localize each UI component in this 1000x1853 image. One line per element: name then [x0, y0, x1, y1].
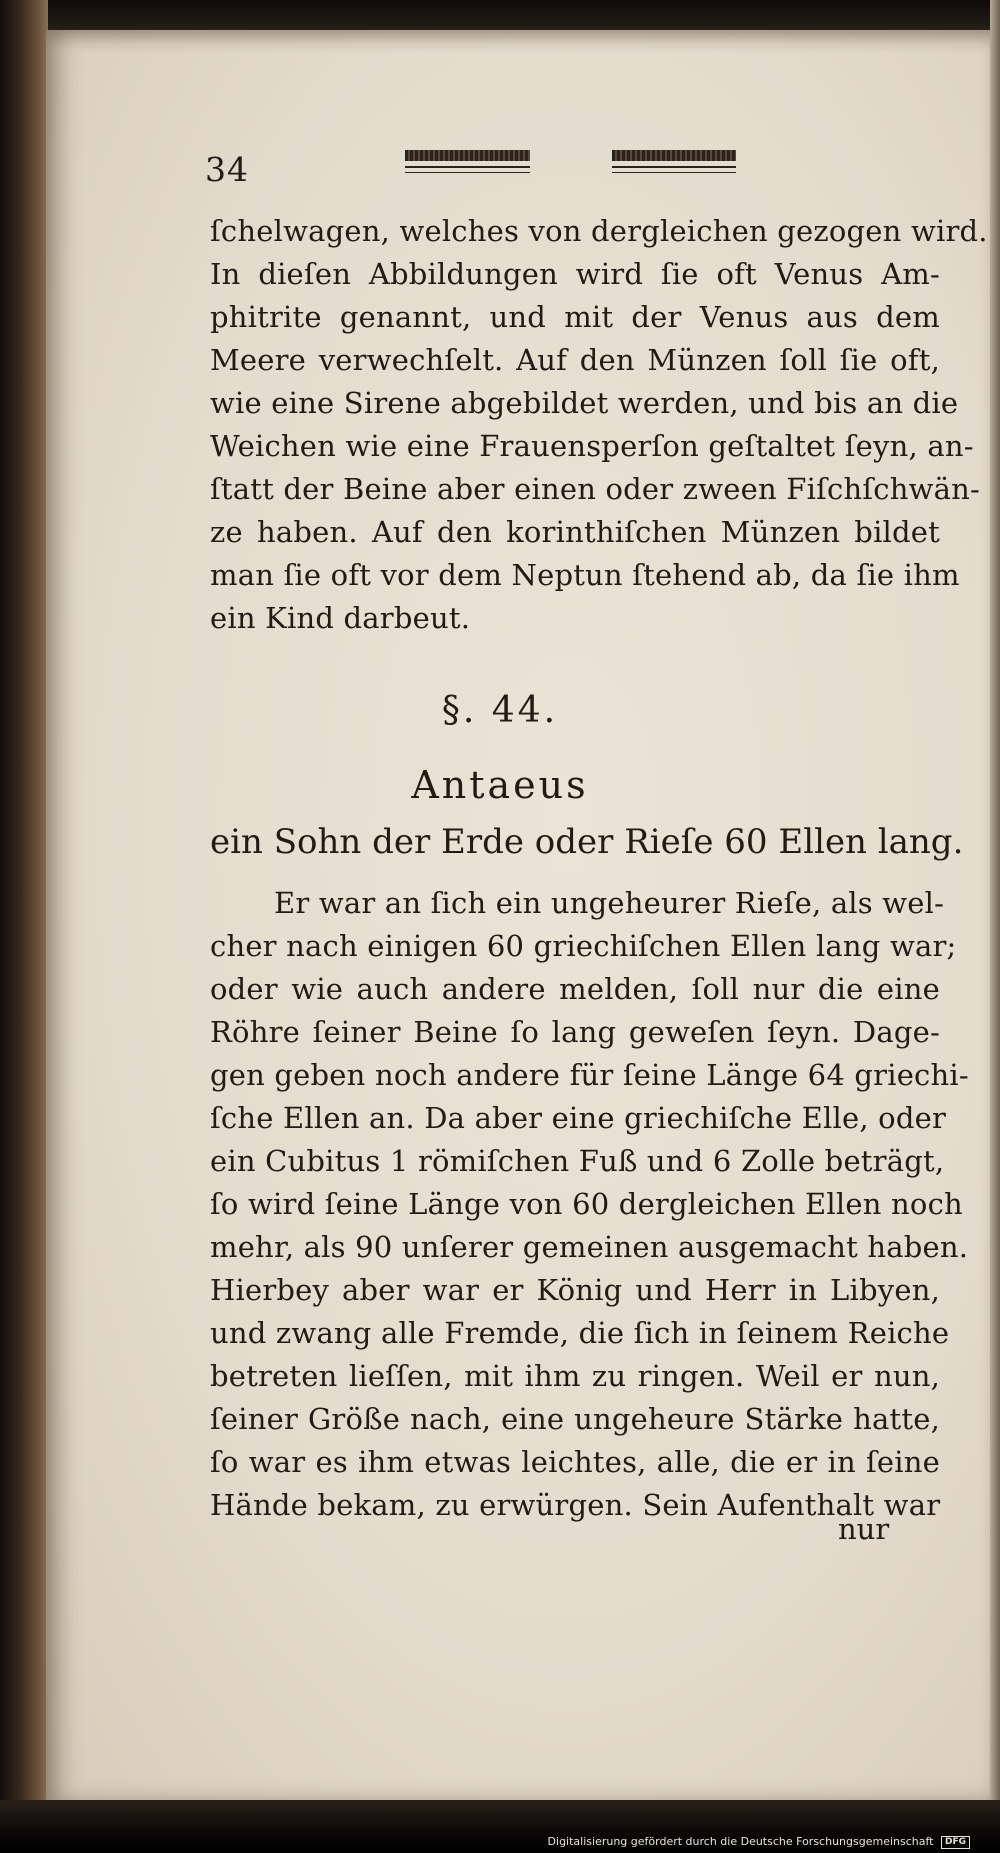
text-line: ein Kind darbeut.: [210, 601, 471, 635]
text-line: ſo wird ſeine Länge von 60 dergleichen Ellen noch: [210, 1187, 963, 1221]
text-line: Röhre ſeiner Beine ſo lang geweſen ſeyn. Dage-: [210, 1015, 940, 1049]
text-line: Weichen wie eine Frauensperſon geſtaltet ſeyn, an-: [210, 429, 974, 463]
text-line: ze haben. Auf den korinthiſchen Münzen bildet: [210, 515, 940, 549]
section-number: §. 44.: [441, 690, 559, 731]
text-line: ein Cubitus 1 römiſchen Fuß und 6 Zolle beträgt,: [210, 1144, 945, 1178]
text-line: ſchelwagen, welches von dergleichen gezogen wird.: [210, 214, 988, 248]
text-line: ſeiner Größe nach, eine ungeheure Stärke hatte,: [210, 1402, 940, 1436]
text-line: betreten lieſſen, mit ihm zu ringen. Weil er nun,: [210, 1359, 940, 1393]
text-line: oder wie auch andere melden, ſoll nur die eine: [210, 972, 940, 1006]
section-subtitle: ein Sohn der Erde oder Rieſe 60 Ellen lang.: [210, 822, 964, 862]
text-line: cher nach einigen 60 griechiſchen Ellen lang war;: [210, 929, 957, 963]
scan-top-border: [0, 0, 1000, 34]
header-ornament-left: [405, 150, 530, 174]
text-line: Er war an ſich ein ungeheurer Rieſe, als wel-: [274, 886, 945, 920]
text-line: wie eine Sirene abgebildet werden, und bis an die: [210, 386, 959, 420]
catchword: nur: [838, 1512, 890, 1546]
text-line: phitrite genannt, und mit der Venus aus dem: [210, 300, 940, 334]
top-paragraph: [210, 210, 988, 640]
credit-text: Digitalisierung gefördert durch die Deutsche Forschungsgemeinschaft: [547, 1835, 934, 1848]
text-line: Hierbey aber war er König und Herr in Libyen,: [210, 1273, 940, 1307]
scan-right-border: [990, 0, 1000, 1853]
text-line: ſo war es ihm etwas leichtes, alle, die er in ſeine: [210, 1445, 940, 1479]
book-spine: [0, 0, 48, 1853]
page-number: 34: [205, 150, 249, 189]
main-paragraph: [210, 882, 969, 1527]
text-line: ſche Ellen an. Da aber eine griechiſche Elle, oder: [210, 1101, 947, 1135]
digitization-credit: [548, 1835, 970, 1849]
text-line: und zwang alle Fremde, die ſich in ſeinem Reiche: [210, 1316, 950, 1350]
text-line: Meere verwechſelt. Auf den Münzen ſoll ſie oft,: [210, 343, 940, 377]
text-line: ſtatt der Beine aber einen oder zween Fiſchſchwän-: [210, 472, 980, 506]
dfg-logo: DFG: [941, 1836, 970, 1849]
text-line: gen geben noch andere für ſeine Länge 64 griechi-: [210, 1058, 969, 1092]
text-line: In dieſen Abbildungen wird ſie oft Venus Am-: [210, 257, 940, 291]
text-line: Hände bekam, zu erwürgen. Sein Aufenthalt war: [210, 1488, 941, 1522]
header-ornament-right: [612, 150, 736, 174]
section-title: Antaeus: [411, 763, 589, 807]
text-line: mehr, als 90 unſerer gemeinen ausgemacht haben.: [210, 1230, 969, 1264]
text-line: man ſie oft vor dem Neptun ſtehend ab, da ſie ihm: [210, 558, 960, 592]
